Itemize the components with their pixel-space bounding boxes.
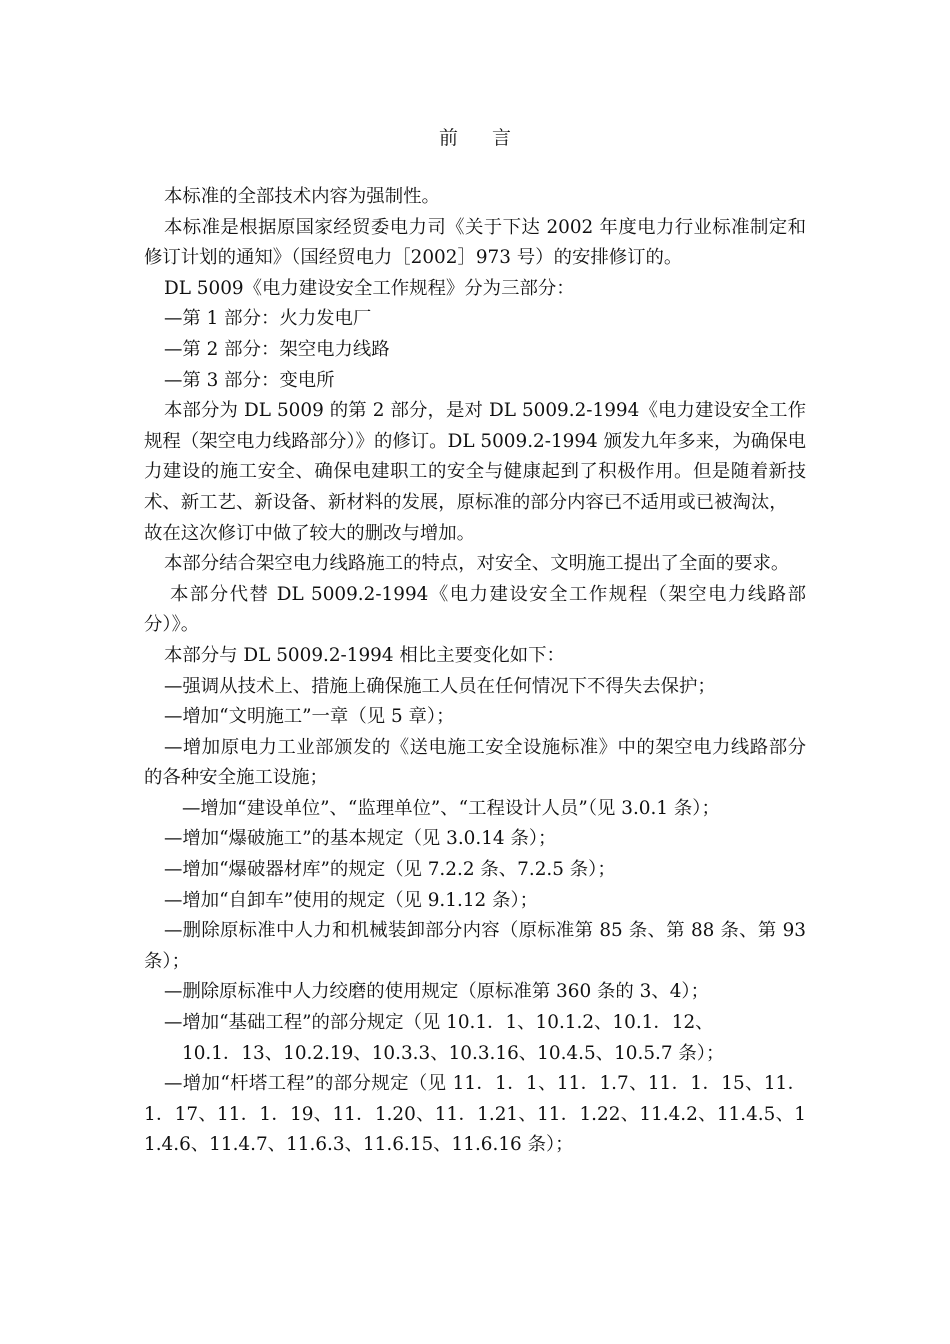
- title-char-2: 言: [492, 127, 512, 149]
- paragraph-changes-intro: 本部分与 DL 5009.2-1994 相比主要变化如下：: [164, 644, 565, 666]
- list-item-change: —删除原标准中人力绞磨的使用规定（原标准第 360 条的 3、4）；: [164, 981, 709, 1003]
- document-page: [144, 124, 806, 1161]
- paragraph-replaces: 本部分代替 DL 5009.2-1994《电力建设安全工作规程（架空电力线路部分）》。: [144, 583, 806, 636]
- page-title: [144, 124, 806, 152]
- list-item-change: —增加“基础工程”的部分规定（见 10.1．1、10.1.2、10.1．12、: [164, 1012, 714, 1034]
- paragraph-requirements: 本部分结合架空电力线路施工的特点，对安全、文明施工提出了全面的要求。: [164, 553, 790, 575]
- title-char-1: 前: [438, 127, 458, 149]
- list-item-part-1: —第 1 部分：火力发电厂: [164, 308, 372, 330]
- list-item-change: —增加“杆塔工程”的部分规定（见 11．1．1、11．1.7、11．1．15、11．1．17、11．1．19、11．1.20、11．1.21、11．1.22、11.4.2、11.4.5、11.4.6、11.4.7、11.6.3、11.6.15、11.6.16 条）；: [144, 1073, 806, 1156]
- paragraph-three-parts: DL 5009《电力建设安全工作规程》分为三部分：: [164, 277, 575, 299]
- list-item-change: —增加原电力工业部颁发的《送电施工安全设施标准》中的架空电力线路部分的各种安全施工设施；: [144, 736, 806, 789]
- list-item-change-continued: 10.1．13、10.2.19、10.3.3、10.3.16、10.4.5、10.5.7 条）；: [182, 1042, 725, 1064]
- paragraph-revision: 本部分为 DL 5009 的第 2 部分，是对 DL 5009.2-1994《电力建设安全工作规程（架空电力线路部分）》的修订。DL 5009.2-1994 颁发九年多来，为确保电力建设的施工安全、确保电建职工的安全与健康起到了积极作用。但是随着新技术、新工艺、新设备、新材料的发展，原标准的部分内容已不适用或已被淘汰，: [144, 400, 806, 513]
- list-item-change: —增加“爆破器材库”的规定（见 7.2.2 条、7.2.5 条）；: [164, 859, 616, 881]
- list-item-change: —增加“爆破施工”的基本规定（见 3.0.14 条）；: [164, 828, 557, 850]
- list-item-part-3: —第 3 部分：变电所: [164, 369, 335, 391]
- paragraph-revision-continued: 故在这次修订中做了较大的删改与增加。: [144, 522, 476, 544]
- list-item-change: —增加“建设单位”、“监理单位”、“工程设计人员”（见 3.0.1 条）；: [182, 797, 720, 819]
- list-item-part-2: —第 2 部分：架空电力线路: [164, 338, 390, 360]
- list-item-change: —强调从技术上、措施上确保施工人员在任何情况下不得失去保护；: [164, 675, 716, 697]
- paragraph-mandatory: 本标准的全部技术内容为强制性。: [164, 186, 440, 207]
- list-item-change: —增加“文明施工”一章（见 5 章）；: [164, 706, 455, 728]
- list-item-change: —删除原标准中人力和机械装卸部分内容（原标准第 85 条、第 88 条、第 93 条）；: [144, 920, 806, 972]
- paragraph-basis: 本标准是根据原国家经贸委电力司《关于下达 2002 年度电力行业标准制定和修订计划的通知》（国经贸电力［2002］973 号）的安排修订的。: [144, 216, 806, 269]
- list-item-change: —增加“自卸车”使用的规定（见 9.1.12 条）；: [164, 889, 539, 911]
